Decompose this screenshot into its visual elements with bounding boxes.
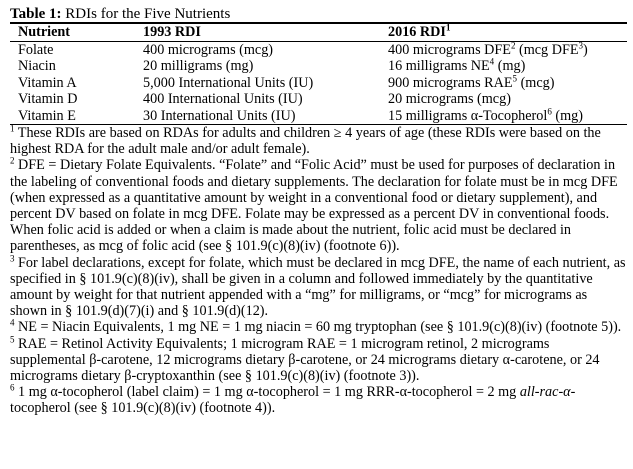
header-footnote-ref: 1 <box>445 22 451 33</box>
header-1993-rdi: 1993 RDI <box>131 23 376 42</box>
cell-1993-rdi: 400 micrograms (mcg) <box>143 42 274 58</box>
footnote-number: 1 <box>10 123 15 134</box>
footnote: $^6$ 1 mg α-tocopherol (label claim) = 1 mg α-tocopherol = 1 mg RRR-α-tocopherol = 2 mg all-rac-α-tocopherol (see § 101.9(c)(8)(iv) (footnote 4)). <box>10 382 576 417</box>
cell-2016-rdi: 20 micrograms (mcg) <box>388 91 511 108</box>
table-row <box>10 75 627 91</box>
footnote: $^1$ These RDIs are based on RDAs for adults and children ≥ 4 years of age (these RDIs were based on the highest RDA for the adult male and/or adult female). <box>10 123 601 158</box>
table-header-row <box>10 23 627 42</box>
cell-nutrient: Folate <box>18 42 54 58</box>
footnote: $^4$ NE = Niacin Equivalents, 1 mg NE = 1 mg niacin = 60 mg tryptophan (see § 101.9(c)(8)(iv) (footnote 5)). <box>10 317 622 336</box>
cell-2016-rdi: 15 milligrams α-Tocopherol$^6$ (mg) <box>388 105 583 124</box>
cell-2016-rdi: 16 milligrams $NE^4$ (mg) <box>388 56 526 75</box>
cell-1993-rdi: 20 milligrams (mg) <box>143 58 254 75</box>
footnote-number: 3 <box>10 252 15 263</box>
table-row <box>10 42 627 59</box>
cell-1993-rdi: 30 International Units (IU) <box>143 107 296 124</box>
rdi-table <box>10 22 627 125</box>
footnote-number: 2 <box>10 155 15 166</box>
footnote-number: 4 <box>10 317 15 328</box>
cell-nutrient: Vitamin A <box>18 74 77 91</box>
cell-nutrient: Vitamin D <box>18 91 78 108</box>
footnote: $^5$ RAE = Retinol Activity Equivalents; 1 microgram RAE = 1 microgram retinol, 2 micrograms supplemental β-carotene, 12 micrograms dietary β-carotene, or 24 micrograms dietary α-carotene, or 24 micrograms dietary β-cryptoxanthin (see § 101.9(c)(8)(iv) (footnote 3)). <box>10 333 600 385</box>
cell-1993-rdi: 400 International Units (IU) <box>143 91 303 108</box>
table-number: Table 1: <box>10 6 62 22</box>
cell-nutrient: Vitamin E <box>18 107 76 124</box>
document <box>10 6 627 417</box>
table-caption <box>10 6 627 22</box>
footnote: $^2$ DFE = Dietary Folate Equivalents. “Folate” and “Folic Acid” must be used for purposes of declaration in the labeling of conventional foods and dietary supplements. The declaration for folate must be in mcg DFE (when expressed as a quantitative amount by weight in a conventional food or dietary supplement), and percent DV based on folate in mcg DFE. Folate may be expressed as a percent DV in conventional foods. When folic acid is added or when a claim is made about the nutrient, folic acid must be declared in parentheses, as mcg of folic acid (see § 101.9(c)(8)(iv) (footnote 6)). <box>10 155 618 255</box>
cell-1993-rdi: 5,000 International Units (IU) <box>143 74 314 91</box>
cell-2016-rdi: 900 micrograms RAE$^5$ (mcg) <box>388 73 555 91</box>
table-row <box>10 108 627 125</box>
table-row <box>10 91 627 107</box>
table-row <box>10 58 627 74</box>
cell-nutrient: Niacin <box>18 58 56 75</box>
header-nutrient: Nutrient <box>10 23 131 42</box>
footnote-number: 6 <box>10 382 15 393</box>
table-title: RDIs for the Five Nutrients <box>65 6 231 22</box>
footnote: $^3$ For label declarations, except for folate, which must be declared in mcg DFE, the name of each nutrient, as specified in § 101.9(c)(8)(iv), shall be given in a column and followed immediately by the quantitative amount by weight for that nutrient appended with a “mg” for milligrams, or “mcg” for micrograms as shown in § 101.9(d)(7)(i) and § 101.9(d)(12). <box>10 252 626 320</box>
footnotes <box>10 125 627 417</box>
header-2016-rdi: 2016 RDI$^1$ <box>376 23 627 42</box>
footnote-number: 5 <box>10 333 15 344</box>
cell-2016-rdi: 400 micrograms DFE$^2$ (mcg DFE$^3$) <box>388 40 588 58</box>
